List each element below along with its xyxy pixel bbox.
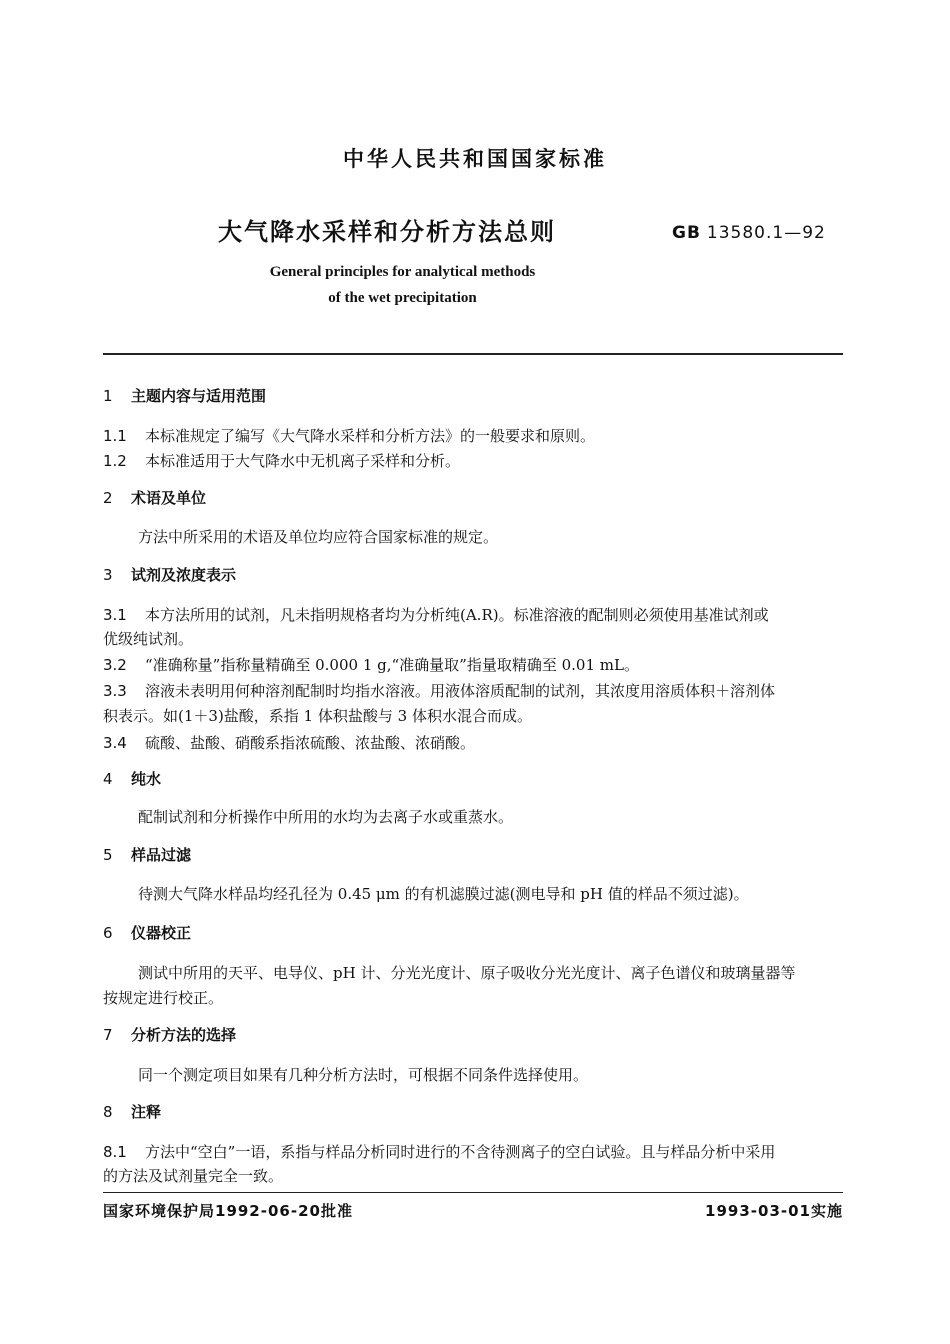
english-title-line-1: General principles for analytical methods — [269, 264, 536, 280]
clause-continuation: 的方法及试剂量完全一致。 — [103, 1167, 284, 1185]
clause-continuation: 积表示。如(1＋3)盐酸，系指 1 体积盐酸与 3 体积水混合而成。 — [103, 707, 532, 725]
clause: 3.3 溶液未表明用何种溶剂配制时均指水溶液。用液体溶质配制的试剂，其浓度用溶质体积＋溶剂体 — [103, 682, 776, 700]
section-heading: 6 仪器校正 — [103, 924, 192, 942]
clause: 1.2 本标准适用于大气降水中无机离子采样和分析。 — [103, 452, 461, 470]
section-heading: 8 注释 — [103, 1103, 162, 1121]
approval-date: 国家环境保护局1992-06-20批准 — [103, 1202, 353, 1220]
section-heading: 2 术语及单位 — [103, 489, 207, 507]
clause: 3.2 “准确称量”指称量精确至 0.000 1 g,“准确量取”指量取精确至 0.01 mL。 — [103, 656, 639, 674]
clause: 3.4 硫酸、盐酸、硝酸系指浓硫酸、浓盐酸、浓硝酸。 — [103, 734, 476, 752]
section-heading: 4 纯水 — [103, 770, 162, 788]
section-heading: 3 试剂及浓度表示 — [103, 566, 237, 584]
paragraph: 方法中所采用的术语及单位均应符合国家标准的规定。 — [138, 528, 499, 546]
paragraph: 配制试剂和分析操作中所用的水均为去离子水或重蒸水。 — [138, 808, 514, 826]
code-number: 13580.1—92 — [706, 223, 826, 243]
paragraph-continuation: 按规定进行校正。 — [103, 989, 224, 1007]
english-title-line-2: of the wet precipitation — [328, 290, 477, 306]
implementation-date: 1993-03-01实施 — [705, 1202, 843, 1220]
section-heading: 7 分析方法的选择 — [103, 1026, 237, 1044]
paragraph: 同一个测定项目如果有几种分析方法时，可根据不同条件选择使用。 — [138, 1066, 589, 1084]
header-divider — [103, 353, 843, 355]
clause: 8.1 方法中“空白”一语，系指与样品分析同时进行的不含待测离子的空白试验。且与样品分析中采用 — [103, 1143, 776, 1161]
section-heading: 1 主题内容与适用范围 — [103, 387, 267, 405]
section-heading: 5 样品过滤 — [103, 846, 192, 864]
clause-continuation: 优级纯试剂。 — [103, 630, 194, 648]
document-title: 大气降水采样和分析方法总则 — [218, 218, 556, 246]
code-prefix: GB — [672, 223, 701, 243]
paragraph: 测试中所用的天平、电导仪、pH 计、分光光度计、原子吸收分光光度计、离子色谱仪和玻璃量器等 — [138, 964, 796, 982]
clause: 1.1 本标准规定了编写《大气降水采样和分析方法》的一般要求和原则。 — [103, 427, 596, 445]
standard-code — [672, 223, 826, 243]
clause: 3.1 本方法所用的试剂，凡未指明规格者均为分析纯(A.R)。标准溶液的配制则必须使用基准试剂或 — [103, 606, 769, 624]
paragraph: 待测大气降水样品均经孔径为 0.45 μm 的有机滤膜过滤(测电导和 pH 值的样品不须过滤)。 — [138, 885, 749, 903]
footer-divider — [103, 1192, 843, 1193]
national-standard-heading: 中华人民共和国国家标准 — [343, 147, 607, 171]
